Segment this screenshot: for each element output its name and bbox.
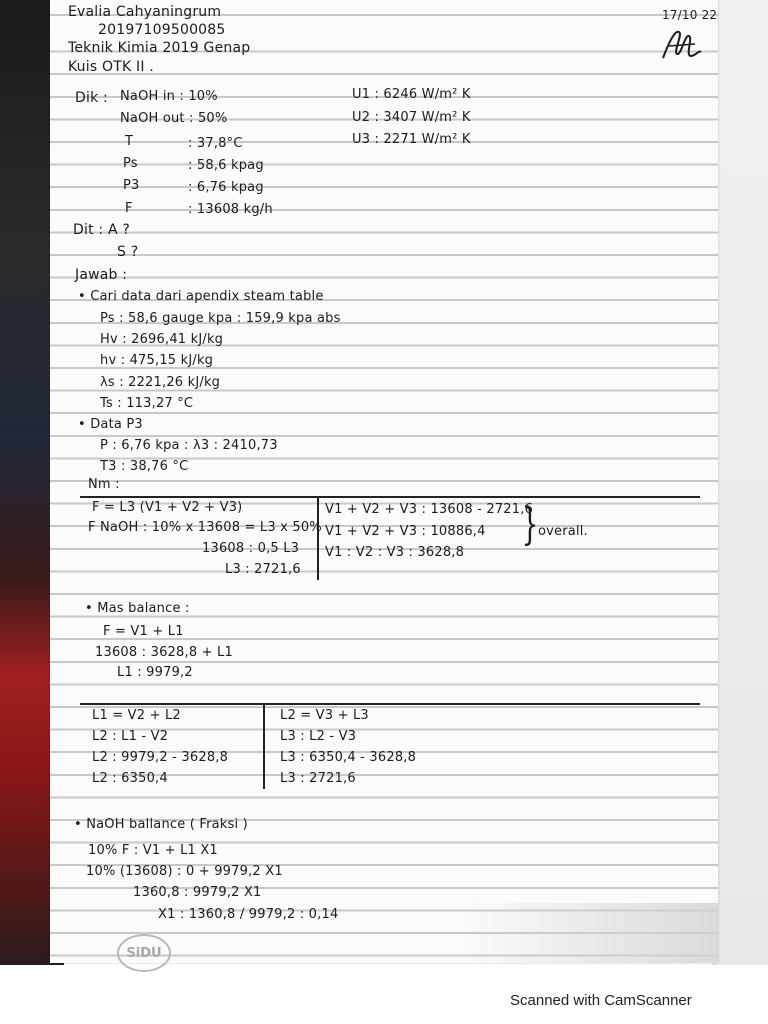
brace-icon: } (521, 499, 539, 550)
scanner-watermark: Scanned with CamScanner (510, 992, 692, 1009)
table2-left-3: L2 : 9979,2 - 3628,8 (92, 750, 229, 765)
student-id: 20197109500085 (98, 22, 226, 38)
table2-left-2: L2 : L1 - V2 (92, 729, 169, 744)
table2-right-2: L3 : L2 - V3 (280, 729, 357, 744)
asked-label: Dit : A ? (73, 222, 131, 238)
mass-balance-1: F = V1 + L1 (103, 624, 184, 639)
table2-top-line (80, 703, 700, 705)
answer-ts: Ts : 113,27 °C (100, 396, 194, 411)
stamp-logo: SiDU (117, 934, 171, 972)
background-right (712, 0, 768, 965)
answer-hv: Hv : 2696,41 kJ/kg (100, 332, 224, 347)
table2-right-3: L3 : 6350,4 - 3628,8 (280, 750, 417, 765)
answer-t3: T3 : 38,76 °C (100, 459, 189, 474)
table2-divider (263, 703, 265, 789)
answer-label: Jawab : (75, 267, 128, 283)
given-u2: U2 : 3407 W/m² K (352, 110, 471, 125)
given-ps-value: : 58,6 kpag (188, 158, 264, 173)
given-f-label: F (125, 201, 133, 216)
mass-balance-title: • Mas balance : (85, 601, 190, 616)
asked-s: S ? (117, 244, 139, 260)
table2-left-4: L2 : 6350,4 (92, 771, 168, 786)
table1-left-4: L3 : 2721,6 (225, 562, 301, 577)
given-naoh-in: NaOH in : 10% (120, 89, 218, 104)
naoh-balance-title: • NaOH ballance ( Fraksi ) (74, 817, 248, 832)
given-label: Dik : (75, 90, 108, 106)
given-t-label: T (125, 134, 134, 149)
mass-balance-2: 13608 : 3628,8 + L1 (95, 645, 233, 660)
answer-hl: hv : 475,15 kJ/kg (100, 353, 214, 368)
given-p3-value: : 6,76 kpag (188, 180, 264, 195)
given-u3: U3 : 2271 W/m² K (352, 132, 471, 147)
mass-balance-3: L1 : 9979,2 (117, 665, 193, 680)
table1-left-2: F NaOH : 10% x 13608 = L3 x 50% (88, 520, 322, 535)
quiz-title: Kuis OTK II . (68, 59, 154, 75)
table2-left-1: L1 = V2 + L2 (92, 708, 181, 723)
naoh-balance-2: 10% (13608) : 0 + 9979,2 X1 (86, 864, 283, 879)
table1-overall: overall. (538, 524, 588, 539)
date: 17/10 22 (662, 8, 718, 22)
answer-step1: • Cari data dari apendix steam table (78, 289, 324, 304)
given-u1: U1 : 6246 W/m² K (352, 87, 471, 102)
answer-nm: Nm : (88, 477, 120, 492)
answer-lambda-s: λs : 2221,26 kJ/kg (100, 375, 221, 390)
answer-ps: Ps : 58,6 gauge kpa : 159,9 kpa abs (100, 311, 341, 326)
given-naoh-out: NaOH out : 50% (120, 111, 228, 126)
naoh-balance-4: X1 : 1360,8 / 9979,2 : 0,14 (158, 907, 339, 922)
table2-right-4: L3 : 2721,6 (280, 771, 356, 786)
given-f-value: : 13608 kg/h (188, 202, 273, 217)
table1-right-3: V1 : V2 : V3 : 3628,8 (325, 545, 465, 560)
table1-right-1: V1 + V2 + V3 : 13608 - 2721,6 (325, 502, 534, 517)
student-class: Teknik Kimia 2019 Genap (68, 40, 251, 56)
table1-left-1: F = L3 (V1 + V2 + V3) (92, 500, 243, 515)
table2-right-1: L2 = V3 + L3 (280, 708, 369, 723)
table1-top-line (80, 496, 700, 498)
naoh-balance-3: 1360,8 : 9979,2 X1 (133, 885, 262, 900)
answer-step2: • Data P3 (78, 417, 143, 432)
naoh-balance-1: 10% F : V1 + L1 X1 (88, 843, 218, 858)
table1-left-3: 13608 : 0,5 L3 (202, 541, 300, 556)
student-name: Evalia Cahyaningrum (68, 4, 222, 20)
given-ps-label: Ps (123, 156, 138, 171)
given-t-value: : 37,8°C (188, 136, 243, 151)
given-p3-label: P3 (123, 178, 140, 193)
table1-divider (317, 496, 319, 580)
table1-right-2: V1 + V2 + V3 : 10886,4 (325, 524, 486, 539)
answer-p: P : 6,76 kpa : λ3 : 2410,73 (100, 438, 278, 453)
signature-icon (655, 22, 705, 66)
